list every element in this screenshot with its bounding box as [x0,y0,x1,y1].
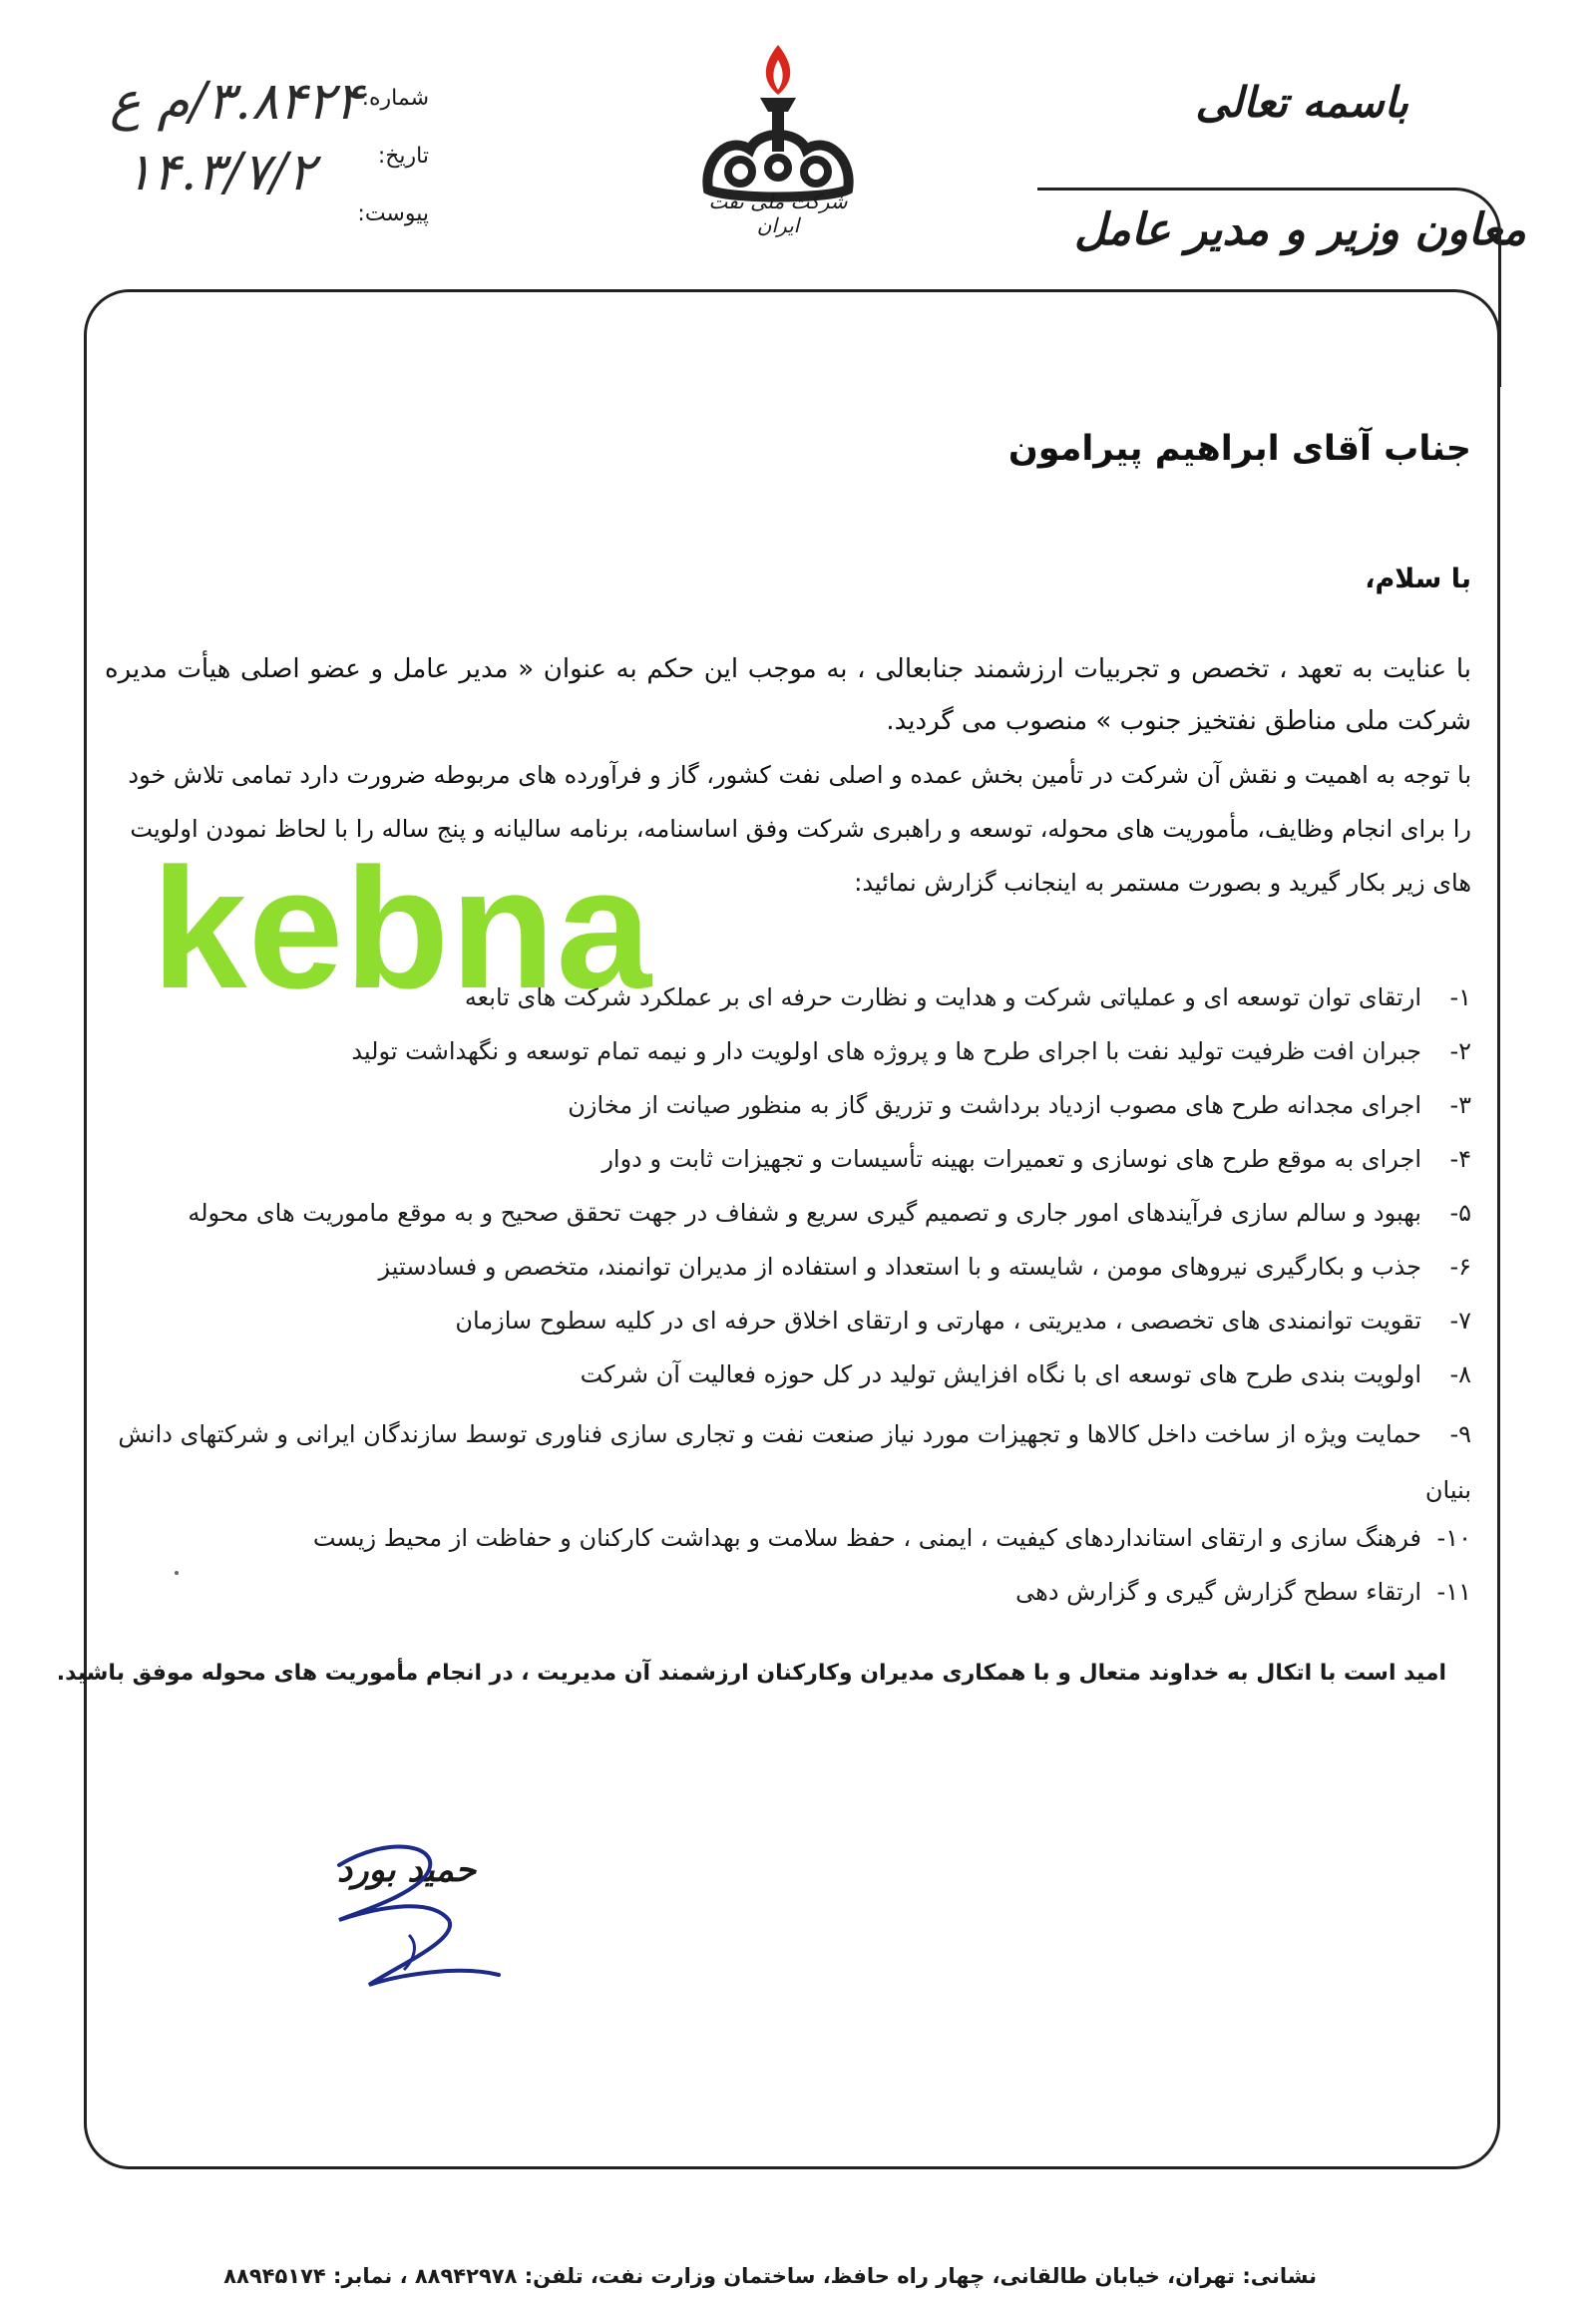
paragraph-appointment: با عنایت به تعهد ، تخصص و تجربیات ارزشمند جنابعالی ، به موجب این حکم به عنوان « مدیر عامل و عضو اصلی هیأت مدیره شرکت ملی مناطق نفتخیز جنوب » منصوب می گردید. [105,654,1471,736]
list-item: ۳-اجرای مجدانه طرح های مصوب ازدیاد برداشت و تزریق گاز به منظور صیانت از مخازن [568,1091,1471,1119]
watermark: kebna [152,833,653,1024]
list-item: ۱۰-فرهنگ سازی و ارتقای استانداردهای کیفیت ، ایمنی ، حفظ سلامت و بهداشت کارکنان و حفاظت از محیط زیست [312,1524,1471,1552]
issuer-title: معاون وزیر و مدیر عامل [1073,204,1526,255]
list-item: ۸-اولویت بندی طرح های توسعه ای با نگاه افزایش تولید در کل حوزه فعالیت آن شرکت [580,1360,1471,1388]
recipient: جناب آقای ابراهیم پیرامون [1007,429,1471,469]
list-item: ۴-اجرای به موقع طرح های نوسازی و تعمیرات بهینه تأسیسات و تجهیزات ثابت و دوار [601,1145,1471,1173]
list-item: ۱۱-ارتقاء سطح گزارش گیری و گزارش دهی [1015,1578,1471,1606]
frame-top-corner [1037,188,1501,387]
list-item: ۲-جبران افت ظرفیت تولید نفت با اجرای طرح ها و پروژه های اولویت دار و نیمه تمام توسعه و نگهداشت تولید [351,1037,1471,1065]
date-label: تاریخ: [377,144,429,169]
logo-caption: شرکت ملی نفت ایران [708,190,848,237]
footer-address: نشانی: تهران، خیابان طالقانی، چهار راه حافظ، ساختمان وزارت نفت، تلفن: ۸۸۹۴۲۹۷۸ ، نمابر: ۸۸۹۴۵۱۷۴ [223,2264,1317,2288]
list-item: ۷-تقویت توانمندی های تخصصی ، مدیریتی ، مهارتی و ارتقای اخلاق حرفه ای در کلیه سطوح سازمان [455,1307,1471,1335]
motto-heading: باسمه تعالی [1195,78,1408,127]
attachment-label: پیوست: [357,201,429,226]
list-item: ۱-ارتقای توان توسعه ای و عملیاتی شرکت و هدایت و نظارت حرفه ای بر عملکرد شرکت های تابعه [464,983,1471,1011]
salutation: با سلام، [1365,564,1471,594]
paragraph-directive: با توجه به اهمیت و نقش آن شرکت در تأمین بخش عمده و اصلی نفت کشور، گاز و فرآورده های مربوطه ضرورت دارد تمامی تلاش خود را برای انجام وظایف، مأموریت های محوله، توسعه و راهبری شرکت وفق اساسنامه، برنامه سالیانه و پنج ساله را با لحاظ نمودن اولویت های زیر بکار گیرید و بصورت مستمر به اینجانب گزارش نمائید: [128,761,1471,897]
list-item: ۶-جذب و بکارگیری نیروهای مومن ، شایسته و با استعداد و استفاده از مدیران توانمند، متخصص و فسادستیز [378,1253,1471,1281]
list-item: ۵-بهبود و سالم سازی فرآیندهای امور جاری و تصمیم گیری سریع و شفاف در جهت تحقق صحیح و به موقع ماموریت های محوله [188,1199,1471,1227]
letter-date: ۱۴.۳/۷/۲ [125,143,316,202]
letter-number: ۳.۸۴۲۴/م ع [110,72,363,132]
number-label: شماره: [361,86,429,111]
closing-sentence: امید است با اتکال به خداوند متعال و با همکاری مدیران وکارکنان ارزشمند آن مدیریت ، در انجام مأموریت های محوله موفق باشید. [56,1661,1446,1686]
list-item: ۹-حمایت ویژه از ساخت داخل کالاها و تجهیزات مورد نیاز صنعت نفت و تجاری سازی فناوری توسط سازندگان ایرانی و شرکتهای دانش بنیان [118,1420,1471,1504]
speck [175,1571,179,1575]
handwritten-signature [309,1825,529,2010]
signatory-name: حمید بورد [337,1850,477,1890]
